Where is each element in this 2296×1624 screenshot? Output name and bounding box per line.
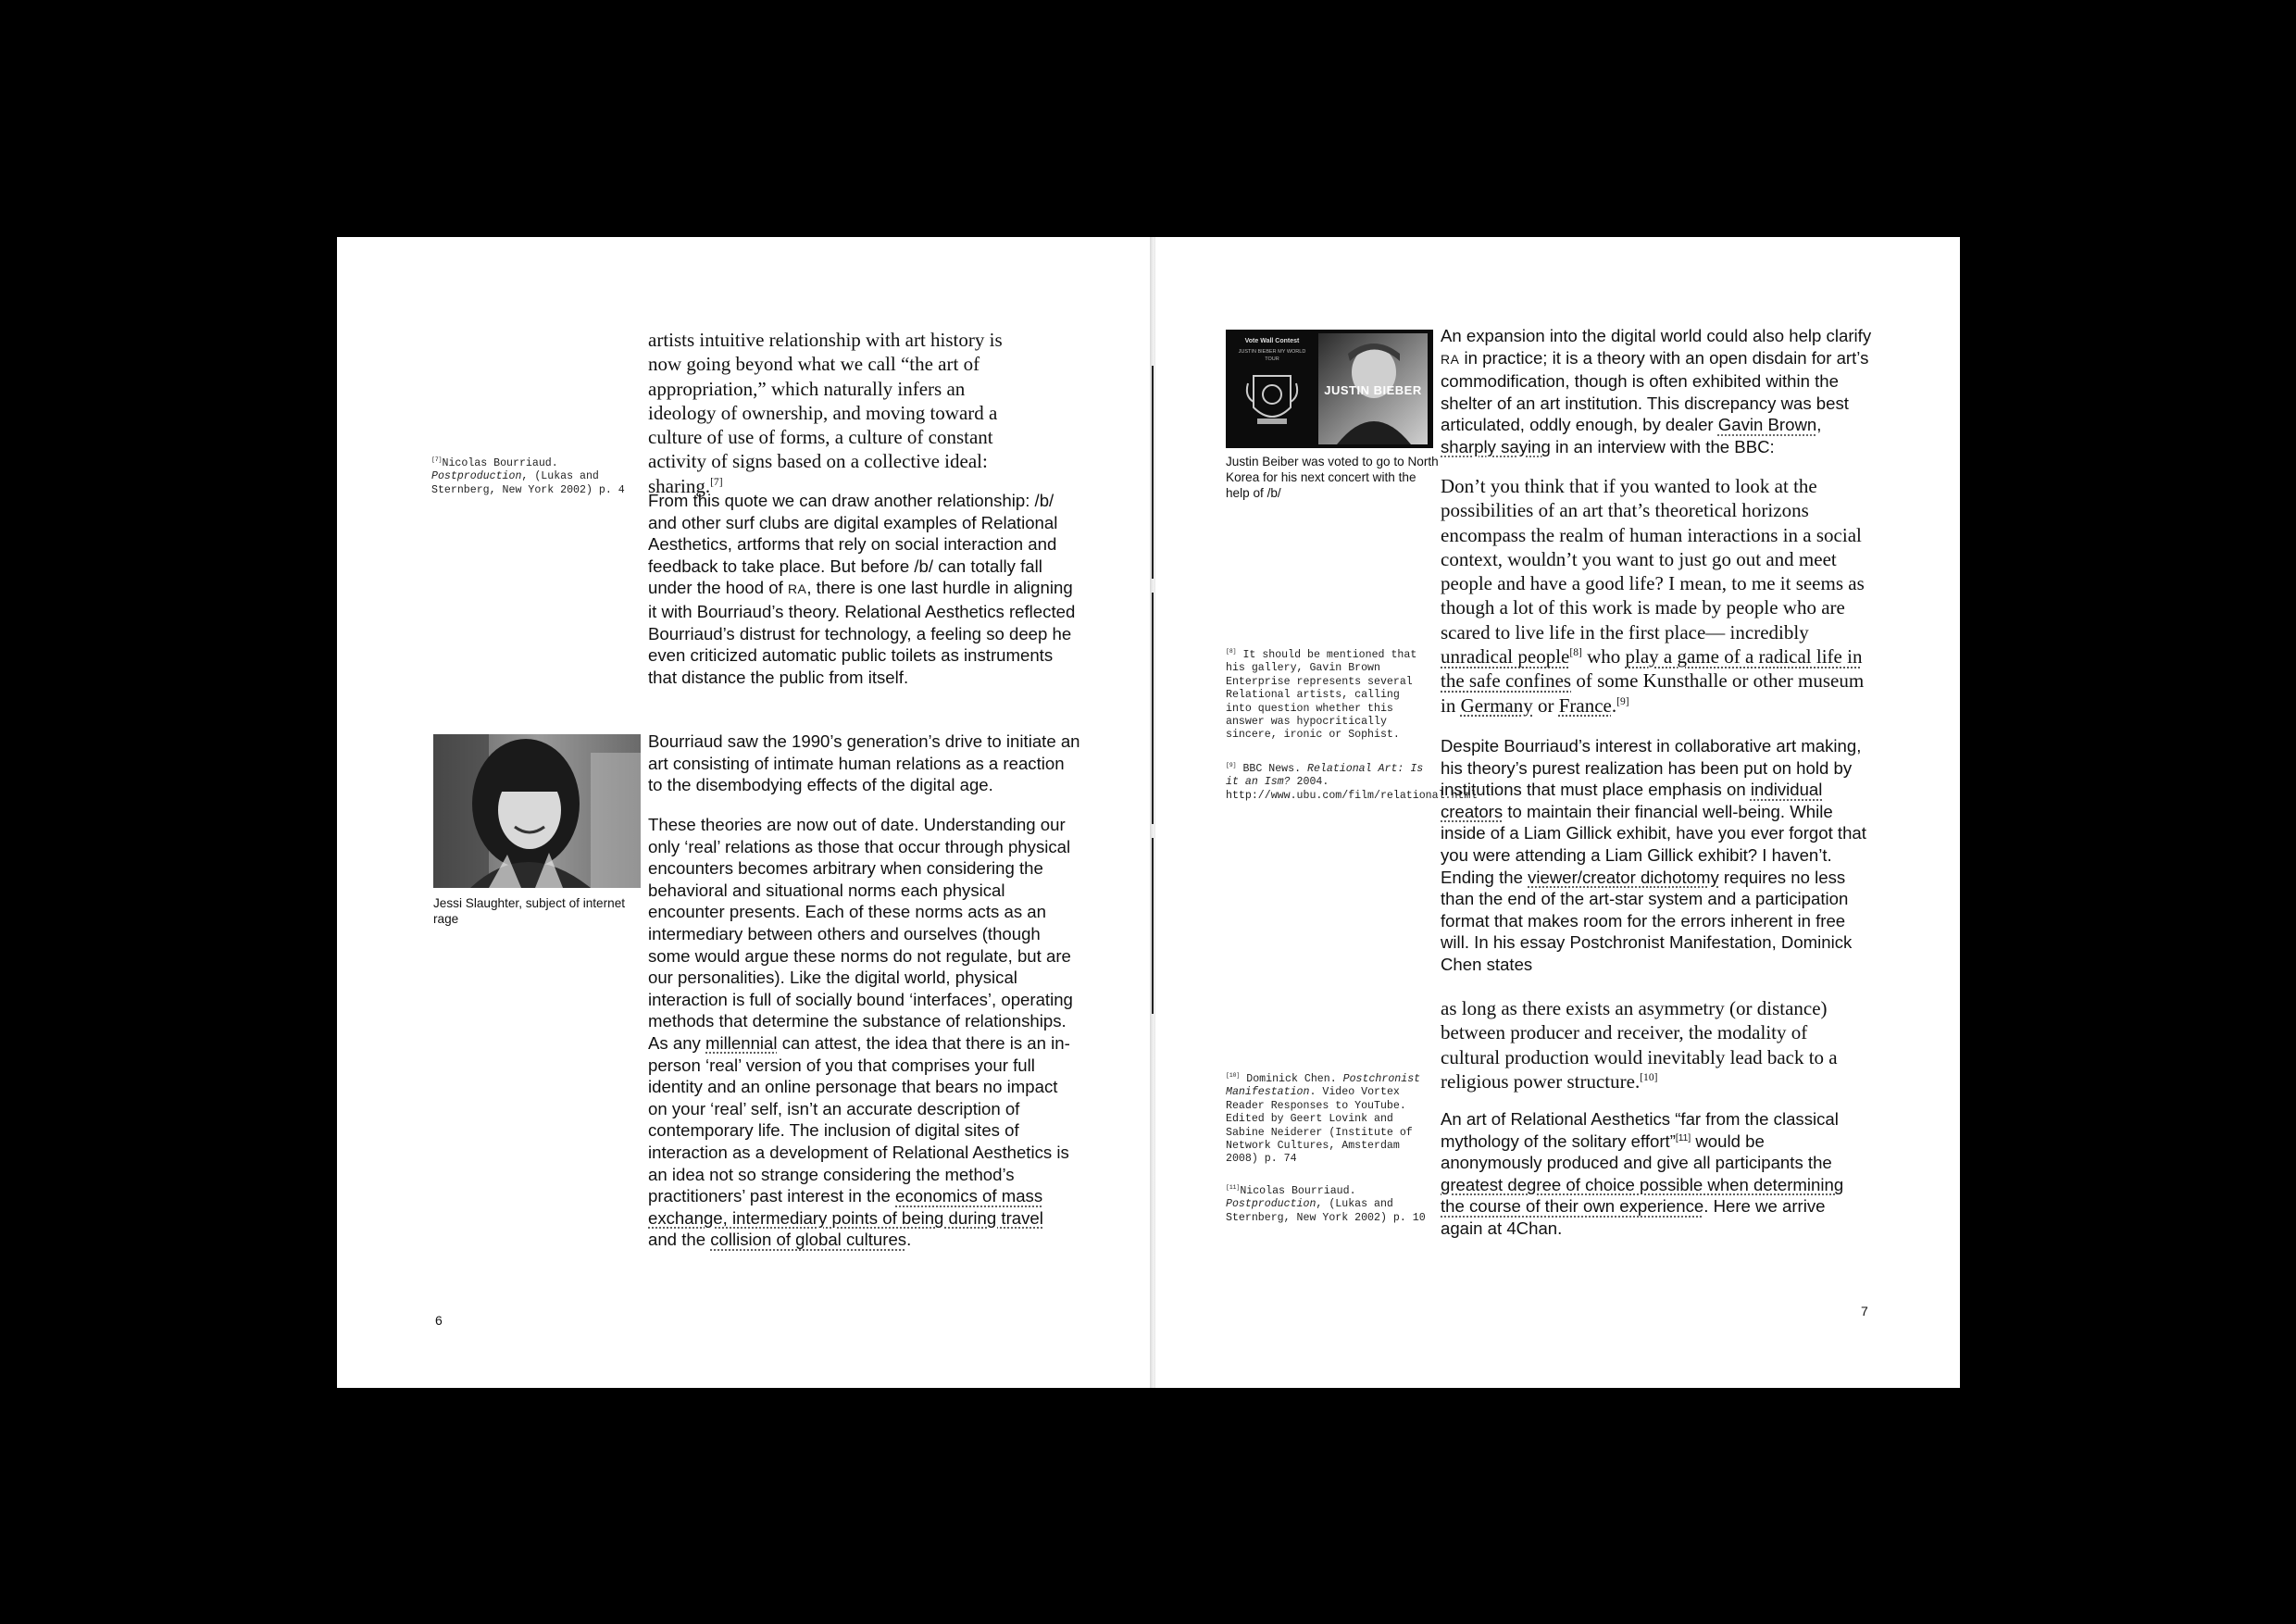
footnote-marker: [8]	[1226, 648, 1237, 656]
link-economics-mass-exchange[interactable]: economics of mass exchange, intermediary points of being during travel	[648, 1186, 1043, 1228]
body-paragraph-right-3: An art of Relational Aesthetics “far from the classical mythology of the solitary effort”[11] would be anonymously produced and give all participants the greatest degree of choice possible when determining the course of their own experience. Here we arrive again at 4Chan.	[1441, 1109, 1844, 1238]
footnote-9: [9] BBC News. Relational Art: Is it an Ism? 2004. http://www.ubu.com/film/relational.html	[1226, 762, 1478, 802]
left-page	[337, 237, 1154, 1388]
footnote-ref-9[interactable]: [9]	[1616, 695, 1629, 707]
binding-stitch	[1152, 593, 1154, 824]
link-individual-creators[interactable]: individual creators	[1441, 780, 1823, 821]
photo-caption: Jessi Slaughter, subject of internet rage	[433, 896, 626, 926]
poster-subtitle: JUSTIN BIEBER MY WORLD TOUR	[1238, 349, 1306, 362]
link-germany[interactable]: Germany	[1460, 693, 1533, 717]
footnote-ref-7[interactable]: [7]	[710, 476, 723, 488]
ra-abbreviation: RA	[787, 581, 807, 597]
link-play-a-game[interactable]: play a game of a radical life in the safe confines	[1441, 645, 1863, 693]
page-number: 6	[435, 1313, 443, 1328]
album-cover	[1318, 333, 1428, 444]
body-paragraph-3: These theories are now out of date. Understanding our only ‘real’ relations as those that occur through physical encounters becomes arbitrary when considering the behavioral and situational norms each physical encounter presents. Each of these norms acts as an intermediary between others and ourselves (though some would argue these norms do not regulate, but are our personalities). Like the digital world, physical interaction is full of socially bound ‘interfaces’, operating methods that determine the substance of relationships. As any millennial can attest, the idea that there is an in-person ‘real’ version of you that comprises your full identity and an online personage that bears no impact on your ‘real’ self, isn’t an accurate description of contemporary life. The inclusion of digital sites of interaction as a development of Relational Aesthetics is an idea not so strange considering the method’s practitioners’ past interest in the economics of mass exchange, intermediary points of being during travel and the collision of global cultures.	[648, 815, 1073, 1250]
justin-bieber-poster	[1226, 330, 1433, 448]
jessi-slaughter-photo	[433, 734, 641, 888]
footnote-8: [8] It should be mentioned that his gallery, Gavin Brown Enterprise represents several Relational artists, calling into question whether this answer was hypocritically sincere, ironic or Sophist.	[1226, 648, 1417, 742]
page-number: 7	[1861, 1304, 1868, 1318]
footnote-ref-8[interactable]: [8]	[1569, 647, 1582, 659]
link-millennial[interactable]: millennial	[705, 1032, 778, 1053]
footnote-7: [7]Nicolas Bourriaud. Postproduction, (Lukas and Sternberg, New York 2002) p. 4	[431, 456, 625, 496]
ra-abbreviation: RA	[1441, 351, 1460, 367]
body-paragraph-1: From this quote we can draw another relationship: /b/ and other surf clubs are digital examples of Relational Aesthetics, artforms that rely on social interaction and feedback to take place. But before /b/ can totally fall under the hood of RA, there is one last hurdle in aligning it with Bourriaud’s theory. Relational Aesthetics reflected Bourriaud’s distrust for technology, a feeling so deep he even criticized automatic public toilets as instruments that distance the public from itself.	[648, 491, 1076, 687]
link-collision-global-cultures[interactable]: collision of global cultures	[710, 1230, 907, 1250]
photo-illustration	[433, 734, 641, 888]
footnote-marker: [11]	[1226, 1184, 1241, 1192]
footnote-marker: [10]	[1226, 1072, 1241, 1080]
poster-title: Vote Wall Contest	[1244, 338, 1300, 344]
footnote-ref-10[interactable]: [10]	[1640, 1071, 1658, 1083]
quote-gavin-brown: Don’t you think that if you wanted to look at the possibilities of an art that’s theoretical horizons encompass the realm of human interactions in a social context, wouldn’t you want to just go out and meet people and have a good life? I mean, to me it seems as though a lot of this work is made by people who are scared to live life in the first place— incredibly unradical people[8] who play a game of a radical life in the safe confines of some Kunsthalle or other museum in Germany or France.[9]	[1441, 475, 1865, 717]
body-paragraph-right-2: Despite Bourriaud’s interest in collaborative art making, his theory’s purest realization has been put on hold by institutions that must place emphasis on individual creators to maintain their financial well-being. While inside of a Liam Gillick exhibit, have you ever forgot that you were attending a Liam Gillick exhibit? I haven’t. Ending the viewer/creator dichotomy requires no less than the end of the art-star system and a participation format that makes room for the errors inherent in free will. In his essay Postchronist Manifestation, Dominick Chen states	[1441, 736, 1866, 974]
body-paragraph-right-1: An expansion into the digital world could also help clarify RA in practice; it is a theory with an open disdain for art’s commodification, though is often exhibited within the shelter of an art institution. This discrepancy was best articulated, oddly enough, by dealer Gavin Brown, sharply saying in an interview with the BBC:	[1441, 326, 1872, 456]
footnote-ref-11[interactable]: [11]	[1675, 1132, 1691, 1143]
quote-dominick-chen: as long as there exists an asymmetry (or distance) between producer and receiver, the modality of cultural production would inevitably lead back to a religious power structure.[10]	[1441, 997, 1838, 1093]
binding-stitch	[1152, 366, 1154, 579]
quote-bourriaud: artists intuitive relationship with art history is now going beyond what we call “the art of appropriation,” which naturally infers an ideology of ownership, and moving toward a culture of use of forms, a culture of constant activity of signs based on a collective ideal: sharing.[7]	[648, 329, 1003, 497]
trophy-icon	[1244, 370, 1300, 431]
footnote-10: [10] Dominick Chen. Postchronist Manifestation. Video Vortex Reader Responses to YouTube. Edited by Geert Lovink and Sabine Neiderer (Institute of Network Cultures, Amsterdam 2008) p. 74	[1226, 1072, 1421, 1166]
binding-stitch	[1152, 838, 1154, 1014]
link-greatest-degree-of-choice[interactable]: greatest degree of choice possible when determining the course of their own experience	[1441, 1174, 1844, 1217]
link-sharply-saying[interactable]: sharply saying	[1441, 436, 1551, 456]
album-cover-text: JUSTIN BIEBER	[1324, 383, 1422, 397]
footnote-11: [11]Nicolas Bourriaud. Postproduction, (Lukas and Sternberg, New York 2002) p. 10	[1226, 1184, 1426, 1224]
link-unradical-people[interactable]: unradical people	[1441, 645, 1570, 668]
body-paragraph-2: Bourriaud saw the 1990’s generation’s drive to initiate an art consisting of intimate human relations as a reaction to the disembodying effects of the digital age.	[648, 731, 1080, 795]
image-caption: Justin Beiber was voted to go to North Korea for his next concert with the help of /b/	[1226, 455, 1439, 500]
footnote-marker: [7]	[431, 456, 443, 464]
right-page	[1155, 237, 1960, 1388]
link-gavin-brown[interactable]: Gavin Brown	[1717, 415, 1817, 435]
footnote-marker: [9]	[1226, 762, 1237, 769]
link-viewer-creator-dichotomy[interactable]: viewer/creator dichotomy	[1528, 867, 1719, 887]
link-france[interactable]: France	[1558, 693, 1612, 717]
